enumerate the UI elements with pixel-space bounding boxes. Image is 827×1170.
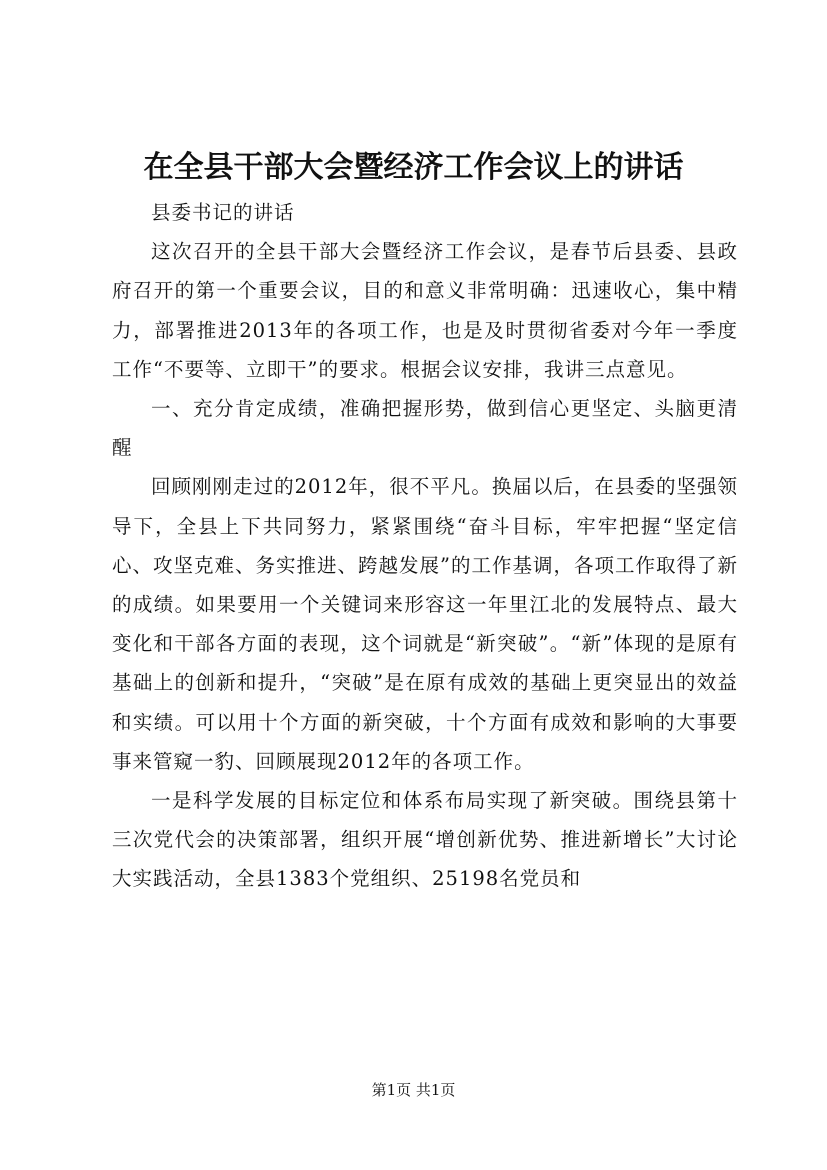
document-body bbox=[112, 193, 738, 899]
paragraph-point-1: 一是科学发展的目标定位和体系布局实现了新突破。围绕县第十三次党代会的决策部署，组织开展“增创新优势、推进新增长”大讨论大实践活动，全县1383个党组织、25198名党员和 bbox=[112, 789, 738, 891]
speaker-line: 县委书记的讲话 bbox=[151, 201, 295, 224]
page-footer: 第1页 共1页 bbox=[371, 1081, 456, 1099]
document-title: 在全县干部大会暨经济工作会议上的讲话 bbox=[143, 150, 684, 185]
paragraph-review: 回顾刚刚走过的2012年，很不平凡。换届以后，在县委的坚强领导下，全县上下共同努力，紧紧围绕“奋斗目标，牢牢把握“坚定信心、攻坚克难、务实推进、跨越发展”的工作基调，各项工作取得了新的成绩。如果要用一个关键词来形容这一年里江北的发展特点、最大变化和干部各方面的表现，这个词就是“新突破”。“新”体现的是原有基础上的创新和提升，“突破”是在原有成效的基础上更突显出的效益和实绩。可以用十个方面的新突破，十个方面有成效和影响的大事要事来管窥一豹、回顾展现2012年的各项工作。 bbox=[112, 475, 738, 773]
paragraph-intro: 这次召开的全县干部大会暨经济工作会议，是春节后县委、县政府召开的第一个重要会议，目的和意义非常明确：迅速收心，集中精力，部署推进2013年的各项工作，也是及时贯彻省委对今年一季度工作“不要等、立即干”的要求。根据会议安排，我讲三点意见。 bbox=[112, 240, 738, 381]
section-heading-1: 一、充分肯定成绩，准确把握形势，做到信心更坚定、头脑更清醒 bbox=[112, 397, 738, 460]
